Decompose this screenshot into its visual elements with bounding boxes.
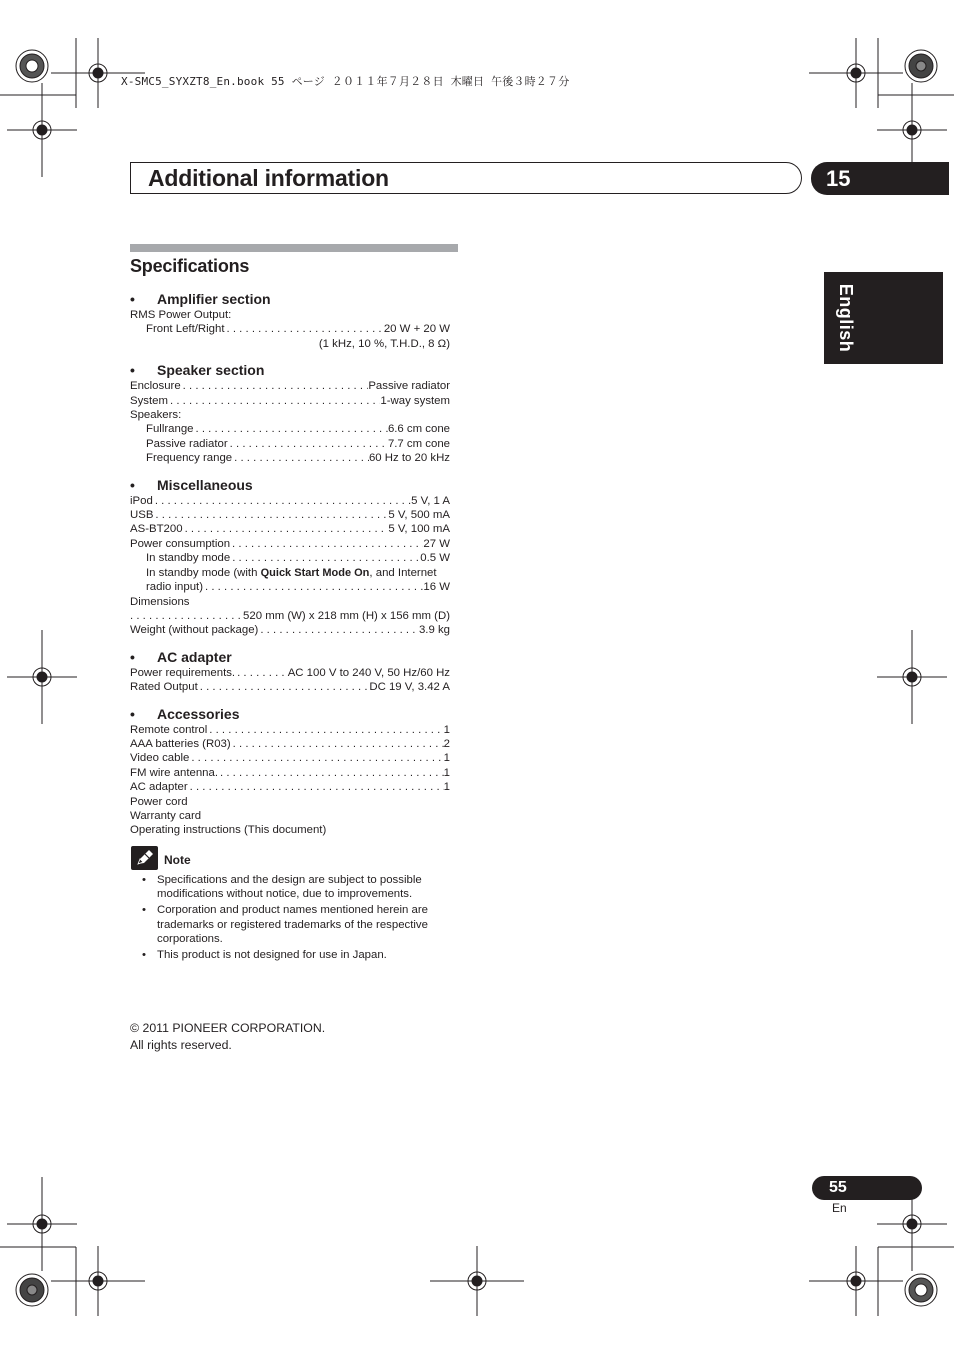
misc-heading: • Miscellaneous (130, 476, 253, 493)
spec-row: Power requirements. . . . AC 100 V to 240 V, 50 Hz/60 Hz (130, 666, 450, 680)
section-title: Specifications (130, 256, 250, 276)
print-header: X-SMC5_SYXZT8_En.book 55 ページ ２０１１年７月２８日 木曜日 午後３時２７分 (121, 75, 570, 88)
registration-mark-mid-left (7, 630, 77, 724)
spec-row: AAA batteries (R03) . . . 2 (130, 737, 450, 751)
spec-row: Power consumption . . . 27 W (130, 537, 450, 551)
color-wheel-bottom-right (905, 1274, 937, 1306)
spec-column (130, 290, 450, 838)
chapter-title: Additional information (148, 165, 389, 191)
spec-row: radio input) . . . 16 W (130, 580, 450, 594)
spec-row: Frequency range . . . 60 Hz to 20 kHz (130, 451, 450, 465)
spec-row: AC adapter . . . 1 (130, 780, 450, 794)
spec-row: Enclosure . . . Passive radiator (130, 379, 450, 393)
registration-mark-bottom-left-1 (7, 1177, 77, 1271)
spec-line: Dimensions (130, 595, 190, 608)
spec-row: . . . 520 mm (W) x 218 mm (H) x 156 mm (D) (130, 609, 450, 623)
color-wheel-bottom-left (16, 1274, 48, 1306)
language-tab-label: English (836, 283, 856, 353)
spec-row: FM wire antenna. . . . 1 (130, 766, 450, 780)
spec-row: System . . . 1-way system (130, 394, 450, 408)
spec-row: Weight (without package) . . . 3.9 kg (130, 623, 450, 637)
spec-line: In standby mode (with Quick Start Mode On, and Internet (146, 566, 437, 579)
registration-mark-bottom-left-2 (51, 1246, 145, 1316)
spec-row: AS-BT200 . . . 5 V, 100 mA (130, 522, 450, 536)
spec-line: Power cord (130, 795, 188, 808)
copyright (130, 1020, 325, 1054)
note-item: • This product is not designed for use in Japan. (140, 948, 452, 962)
accessories-heading: • Accessories (130, 705, 240, 722)
copyright-line: All rights reserved. (130, 1038, 232, 1052)
note-list (140, 873, 452, 964)
spec-line: RMS Power Output: (130, 309, 232, 321)
spec-row: Rated Output . . . DC 19 V, 3.42 A (130, 680, 450, 694)
registration-mark-top-right-1 (809, 38, 903, 108)
spec-row: Front Left/Right . . . 20 W + 20 W (130, 322, 450, 336)
spec-line: Operating instructions (This document) (130, 824, 327, 837)
copyright-line: © 2011 PIONEER CORPORATION. (130, 1021, 326, 1035)
note-item: • Corporation and product names mentioned herein are trademarks or registered trademarks of the respective corporations. (140, 903, 452, 946)
registration-mark-bottom-right-1 (809, 1246, 903, 1316)
registration-mark-mid-right (877, 630, 947, 724)
spec-line: (1 kHz, 10 %, T.H.D., 8 Ω) (318, 337, 450, 350)
spec-row: USB . . . 5 V, 500 mA (130, 508, 450, 522)
note-pencil-icon (131, 846, 158, 870)
spec-line: Warranty card (130, 809, 202, 822)
spec-row: Passive radiator . . . 7.7 cm cone (130, 437, 450, 451)
note-item: • Specifications and the design are subject to possible modifications without notice, due to improvements. (140, 873, 452, 902)
registration-mark-bottom-center (430, 1246, 524, 1316)
spec-row: Video cable . . . 1 (130, 751, 450, 765)
chapter-number: 15 (826, 166, 851, 191)
spec-row: Remote control . . . 1 (130, 723, 450, 737)
section-bar (130, 244, 458, 252)
speaker-heading: • Speaker section (130, 362, 265, 379)
spec-row: In standby mode . . . 0.5 W (130, 551, 450, 565)
spec-line: Speakers: (130, 409, 182, 422)
spec-row: Fullrange . . . 6.6 cm cone (130, 422, 450, 436)
page-language: En (832, 1201, 847, 1215)
color-wheel-top-right (905, 50, 937, 82)
color-wheel-top-left (16, 50, 48, 82)
page-number: 55 (829, 1179, 847, 1196)
spec-row: iPod . . . 5 V, 1 A (130, 494, 450, 508)
note-label: Note (164, 853, 191, 867)
ac-heading: • AC adapter (130, 648, 232, 665)
registration-mark-top-left-2 (7, 83, 77, 177)
amplifier-heading: • Amplifier section (130, 291, 271, 307)
language-tab-label-wrap (822, 283, 856, 353)
